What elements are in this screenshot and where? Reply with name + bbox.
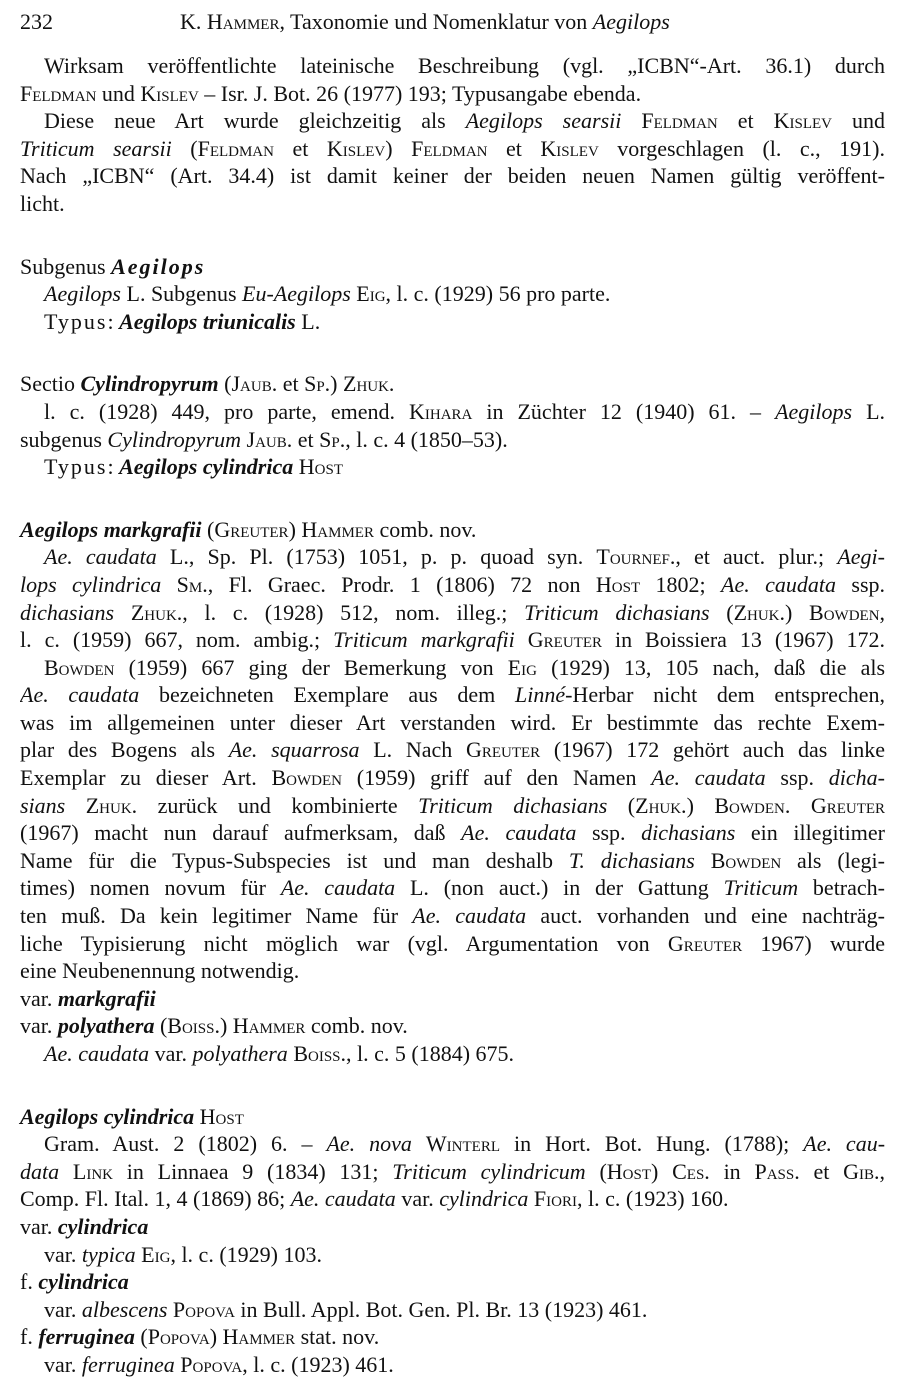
author-citation: Greuter (667, 930, 743, 956)
italic-text: Triticum markgrafii (333, 627, 515, 653)
text-run: . (784, 792, 811, 818)
italic-text: Ae. nova (326, 1131, 412, 1157)
text-run: auct. vorhanden und eine nachträg- (526, 903, 885, 929)
author-citation: Greuter (465, 737, 541, 763)
text-line (20, 764, 885, 792)
italic-text: Aegilops (44, 281, 121, 307)
text-line (20, 1103, 885, 1131)
text-run: – Isr. J. Bot. 26 (1977) 193; Typusangabe ebenda. (198, 80, 642, 106)
author-citation: Eig (356, 281, 386, 307)
text-run: in Hort. Bot. Hung. (1788); (500, 1131, 804, 1157)
text-run: Diese neue Art wurde gleichzeitig als (44, 108, 466, 134)
text-run: f. (20, 1324, 39, 1350)
text-run: 1802; (640, 571, 722, 597)
running-title (180, 8, 670, 36)
text-run: in Bull. Appl. Bot. Gen. Pl. Br. 13 (1923) 461. (234, 1296, 648, 1322)
text-line (20, 1323, 885, 1351)
taxon-heading: Aegilops (111, 253, 206, 279)
text-run (695, 848, 711, 873)
italic-text: Triticum cylindricum (392, 1158, 586, 1184)
page-body (20, 52, 885, 1379)
text-run: et (277, 371, 305, 397)
text-line (20, 626, 885, 654)
author-citation: Fiori (533, 1186, 577, 1212)
italic-text: Aegi- (837, 544, 885, 570)
text-line (20, 792, 885, 820)
text-run: et (717, 108, 774, 134)
author-citation: Popova (180, 1351, 243, 1377)
text-run (114, 600, 131, 625)
text-line (20, 819, 885, 847)
text-run: ( (134, 1324, 148, 1350)
author-citation: Zhuk. (343, 371, 395, 397)
author-citation: Tournef. (596, 544, 676, 570)
text-run: licht. (20, 190, 65, 216)
text-run: et (273, 135, 327, 161)
text-line (20, 190, 885, 218)
text-run: Comp. Fl. Ital. 1, 4 (1869) 86; (20, 1186, 291, 1212)
text-run: ( (709, 599, 734, 625)
text-run: liche Typisierung nicht möglich war (vgl. Argumentation von (20, 930, 668, 956)
taxon-name: Aegilops cylindrica (20, 1103, 195, 1129)
text-line (20, 1268, 885, 1296)
author-citation: Pass. (754, 1158, 800, 1184)
text-line (20, 453, 885, 481)
text-run: l. c. (1928) 449, pro parte, emend. (44, 398, 409, 424)
taxon-name: Aegilops triunicalis (119, 308, 296, 334)
text-line (20, 1012, 885, 1040)
text-run: als (legi- (781, 847, 885, 873)
text-run: ) (385, 135, 412, 161)
author-citation: Gib. (843, 1158, 880, 1184)
text-line (20, 370, 885, 398)
text-run: -Herbar nicht dem entsprechen, (565, 682, 885, 708)
italic-text: Ae. caudata (651, 765, 766, 791)
text-line (20, 1296, 885, 1324)
taxon-name: markgrafii (57, 985, 156, 1011)
text-run: , l. c. (1929) 103. (170, 1241, 322, 1267)
text-run: var. (44, 1351, 82, 1377)
author-name: K. Hammer (180, 9, 280, 34)
text-run: , l. c. (1923) 160. (576, 1186, 729, 1212)
text-run: comb. nov. (373, 516, 477, 542)
author-citation: Feldman (641, 108, 718, 134)
italic-text: albescens (81, 1296, 168, 1322)
spaced-label: Typus (44, 308, 108, 334)
text-run: ) (288, 516, 302, 542)
text-run: Subgenus (20, 253, 112, 279)
italic-text: Triticum dichasians (524, 599, 710, 625)
text-run: var. (395, 1186, 440, 1212)
italic-text: Ae. squarrosa (228, 737, 360, 763)
text-line (20, 80, 885, 108)
italic-text: cylindrica (439, 1186, 529, 1212)
text-line (20, 874, 885, 902)
text-line (20, 1040, 885, 1068)
italic-text: sians (20, 792, 66, 818)
author-citation: Host (199, 1103, 244, 1129)
text-run (65, 793, 85, 818)
text-line (20, 985, 885, 1013)
author-citation: Feldman (20, 80, 97, 106)
author-citation: Bowden (714, 792, 785, 818)
text-run: ( (171, 135, 198, 161)
text-run: 1967) wurde (742, 930, 885, 956)
text-run: var. (149, 1041, 193, 1066)
text-line (20, 736, 885, 764)
italic-text: dichasians (641, 820, 736, 846)
text-line (20, 162, 885, 190)
text-run: Sectio (20, 371, 81, 397)
text-run: ssp. (836, 571, 885, 597)
text-run: Gram. Aust. 2 (1802) 6. – (44, 1131, 327, 1157)
italic-text: Ae. caudata (44, 1041, 150, 1066)
taxon-name: Cylindropyrum (80, 371, 219, 397)
italic-text: Ae. caudata (20, 682, 140, 708)
author-citation: Kislev (540, 135, 599, 161)
italic-text: Triticum searsii (20, 135, 172, 161)
text-run (161, 572, 176, 597)
author-citation: Kislev (326, 135, 386, 161)
text-run: ssp. (765, 765, 829, 791)
text-line (20, 135, 885, 163)
author-citation: Sp. (304, 371, 331, 397)
text-run: (1929) 13, 105 nach, daß die als (537, 654, 885, 680)
taxon-name: polyathera (57, 1013, 155, 1039)
text-run: zurück und kombinierte (137, 792, 419, 818)
text-line (20, 571, 885, 599)
author-citation: Greuter (527, 627, 602, 653)
text-line (20, 426, 885, 454)
italic-text: Triticum dichasians (418, 792, 608, 818)
text-run: var. (20, 1013, 58, 1039)
taxon-name: cylindrica (38, 1269, 129, 1295)
author-citation: Host (298, 454, 343, 480)
text-run: et (799, 1158, 844, 1184)
author-citation: Ces. (672, 1158, 710, 1184)
author-citation: Feldman (411, 135, 488, 161)
italic-text: T. dichasians (568, 847, 695, 873)
author-citation: Zhuk. (635, 792, 687, 818)
text-run: L. Nach (359, 737, 466, 763)
text-run: et (487, 135, 541, 161)
text-line (20, 1213, 885, 1241)
text-line (20, 543, 885, 571)
author-citation: Eig (507, 654, 538, 680)
author-citation: Host (606, 1158, 652, 1184)
italic-text: dicha- (828, 765, 885, 791)
italic-text: Cylindropyrum (107, 426, 242, 452)
italic-text: Ae. caudata (412, 903, 527, 929)
italic-text: ferruginea (81, 1351, 175, 1377)
author-citation: Kislev (140, 80, 199, 106)
text-run: (1967) macht nun darauf aufmerksam, daß (20, 820, 462, 846)
author-citation: Greuter (214, 516, 289, 542)
text-run: L., Sp. Pl. (1753) 1051, p. p. quoad syn. (156, 544, 597, 570)
text-line (20, 847, 885, 875)
text-run (515, 627, 528, 652)
text-run: ( (218, 371, 232, 397)
italic-text: data (20, 1158, 60, 1184)
author-citation: Host (595, 571, 641, 597)
text-run: , l. c. (1928) 512, nom. illeg.; (182, 599, 525, 625)
text-run: stat. nov. (295, 1324, 380, 1350)
text-line (20, 1158, 885, 1186)
italic-text: Ae. cau- (803, 1131, 885, 1157)
taxon-name: Aegilops cylindrica (119, 454, 294, 480)
text-line (20, 1185, 885, 1213)
text-run: vorgeschlagen (l. c., 191). (598, 135, 885, 161)
text-run: ( (585, 1158, 607, 1184)
text-run: was im allgemeinen unter dieser Art verstanden wird. Er bestimmte das rechte Exem- (20, 709, 885, 735)
text-run: ) (651, 1158, 673, 1184)
author-citation: Sp. (319, 426, 346, 452)
text-run: f. (20, 1269, 39, 1295)
text-line (20, 398, 885, 426)
author-citation: Bowden (809, 599, 880, 625)
text-line (20, 681, 885, 709)
text-line (20, 709, 885, 737)
text-line (20, 253, 885, 281)
title-genus: Aegilops (592, 9, 670, 34)
text-run: Name für die Typus-Subspecies ist und man deshalb (20, 847, 569, 873)
text-run: : (107, 308, 120, 334)
text-run: , Fl. Graec. Prodr. 1 (1806) 72 non (207, 571, 596, 597)
text-line (20, 107, 885, 135)
text-run: , et auct. plur.; (675, 544, 838, 570)
text-run: plar des Bogens als (20, 737, 229, 763)
text-run: var. (44, 1241, 82, 1267)
spaced-label: Typus (44, 454, 108, 480)
text-line (20, 599, 885, 627)
text-run: L. Subgenus (121, 281, 242, 307)
italic-text: polyathera (192, 1041, 288, 1066)
text-line (20, 516, 885, 544)
text-run: ten muß. Da kein legitimer Name für (20, 903, 413, 929)
author-citation: Zhuk. (85, 792, 138, 818)
italic-text: Linné (514, 682, 566, 708)
italic-text: Ae. caudata (721, 571, 836, 597)
text-line (20, 308, 885, 336)
text-run: und (832, 108, 885, 134)
text-run: l. c. (1959) 667, nom. ambig.; (20, 627, 334, 653)
page-number: 232 (20, 9, 53, 34)
text-run: , l. c. 4 (1850–53). (345, 426, 508, 452)
running-header (20, 8, 885, 36)
italic-text: Ae. caudata (280, 875, 396, 901)
author-citation: Winterl (425, 1131, 500, 1157)
author-citation: Boiss. (167, 1013, 220, 1039)
text-run: et (292, 426, 320, 452)
taxon-name: Aegilops markgrafii (20, 516, 202, 542)
author-citation: Hammer (232, 1013, 306, 1039)
text-run: ) (209, 1324, 223, 1350)
text-run: eine Neubenennung notwendig. (20, 958, 300, 984)
italic-text: typica (81, 1241, 136, 1267)
text-run: subgenus (20, 426, 108, 452)
author-citation: Jaub. (246, 426, 293, 452)
text-run: bezeichneten Exemplare aus dem (139, 682, 515, 708)
text-run: (1959) 667 ging der Bemerkung von (114, 654, 508, 680)
italic-text: Ae. caudata (44, 544, 157, 570)
text-run: comb. nov. (305, 1013, 408, 1039)
text-run: ) (785, 599, 810, 625)
text-run: : (107, 454, 120, 480)
author-citation: Bowden (271, 765, 342, 791)
author-citation: Zhuk. (130, 599, 183, 625)
text-run: ( (154, 1013, 168, 1039)
author-citation: Bowden (44, 654, 115, 680)
text-run: , (879, 1158, 885, 1184)
text-run (621, 108, 641, 133)
text-run: ) (330, 371, 343, 397)
text-line (20, 1130, 885, 1158)
text-run: var. (44, 1296, 82, 1322)
text-line (20, 52, 885, 80)
author-citation: Jaub. (231, 371, 278, 397)
author-citation: Sm. (176, 571, 208, 597)
text-run: ) (686, 792, 715, 818)
text-run: , (879, 599, 885, 625)
taxon-name: cylindrica (57, 1213, 149, 1239)
italic-text: Aegilops searsii (465, 108, 622, 134)
author-citation: Feldman (197, 135, 274, 161)
text-run: in Züchter 12 (1940) 61. – (472, 398, 776, 424)
italic-text: Ae. caudata (290, 1186, 396, 1212)
italic-text: dichasians (20, 599, 115, 625)
author-citation: Zhuk. (733, 599, 785, 625)
author-citation: Boiss. (293, 1041, 346, 1066)
text-run: in Linnaea 9 (1834) 131; (113, 1158, 393, 1184)
author-citation: Hammer (301, 516, 374, 542)
author-citation: Kihara (408, 398, 473, 424)
text-run: (1959) griff auf den Namen (341, 765, 652, 791)
author-citation: Popova (172, 1296, 235, 1322)
author-citation: Bowden (710, 847, 782, 873)
text-run: ) (219, 1013, 233, 1039)
author-citation: Popova (147, 1324, 210, 1350)
author-citation: Eig (141, 1241, 171, 1267)
text-run: , l. c. (1923) 461. (242, 1351, 394, 1377)
text-run: ( (607, 792, 636, 818)
text-run: var. (20, 1213, 58, 1239)
text-run: ( (201, 516, 215, 542)
text-run: (1967) 172 gehört auch das linke (540, 737, 885, 763)
text-run: ein illegitimer (735, 820, 885, 846)
text-line (20, 1351, 885, 1379)
italic-text: Aegilops (775, 398, 853, 424)
text-run: und (96, 80, 141, 106)
text-run: in Boissiera 13 (1967) 172. (601, 627, 885, 653)
text-run: times) nomen novum für (20, 875, 281, 901)
text-run (412, 1131, 426, 1156)
text-run: Nach „ICBN“ (Art. 34.4) ist damit keiner der beiden neuen Namen gültig veröffent- (20, 163, 885, 189)
text-run (59, 1159, 73, 1184)
italic-text: Ae. caudata (461, 820, 577, 846)
text-run: ssp. (576, 820, 642, 846)
text-run: L. (non auct.) in der Gattung (395, 875, 724, 901)
text-run: L. (852, 398, 885, 424)
author-citation: Greuter (810, 792, 885, 818)
text-run: , l. c. (1929) 56 pro parte. (385, 281, 611, 307)
taxon-name: ferruginea (38, 1324, 135, 1350)
italic-text: Eu-Aegilops (242, 281, 351, 307)
text-line (20, 280, 885, 308)
text-line (20, 957, 885, 985)
text-run: var. (20, 985, 58, 1011)
text-run: , l. c. 5 (1884) 675. (346, 1041, 515, 1066)
title-text: , Taxonomie und Nomenklatur von (279, 9, 593, 34)
text-run: in (709, 1158, 755, 1184)
text-line (20, 654, 885, 682)
text-line (20, 930, 885, 958)
text-run: L. (295, 308, 321, 334)
author-citation: Link (72, 1158, 113, 1184)
text-line (20, 1241, 885, 1269)
text-line (20, 902, 885, 930)
italic-text: Triticum (723, 875, 799, 901)
author-citation: Hammer (222, 1324, 296, 1350)
text-run: Exemplar zu dieser Art. (20, 765, 272, 791)
italic-text: lops cylindrica (20, 571, 162, 597)
text-run: betrach- (798, 875, 885, 901)
text-run: Wirksam veröffentlichte lateinische Beschreibung (vgl. „ICBN“-Art. 36.1) durch (44, 53, 885, 78)
author-citation: Kislev (773, 108, 833, 134)
